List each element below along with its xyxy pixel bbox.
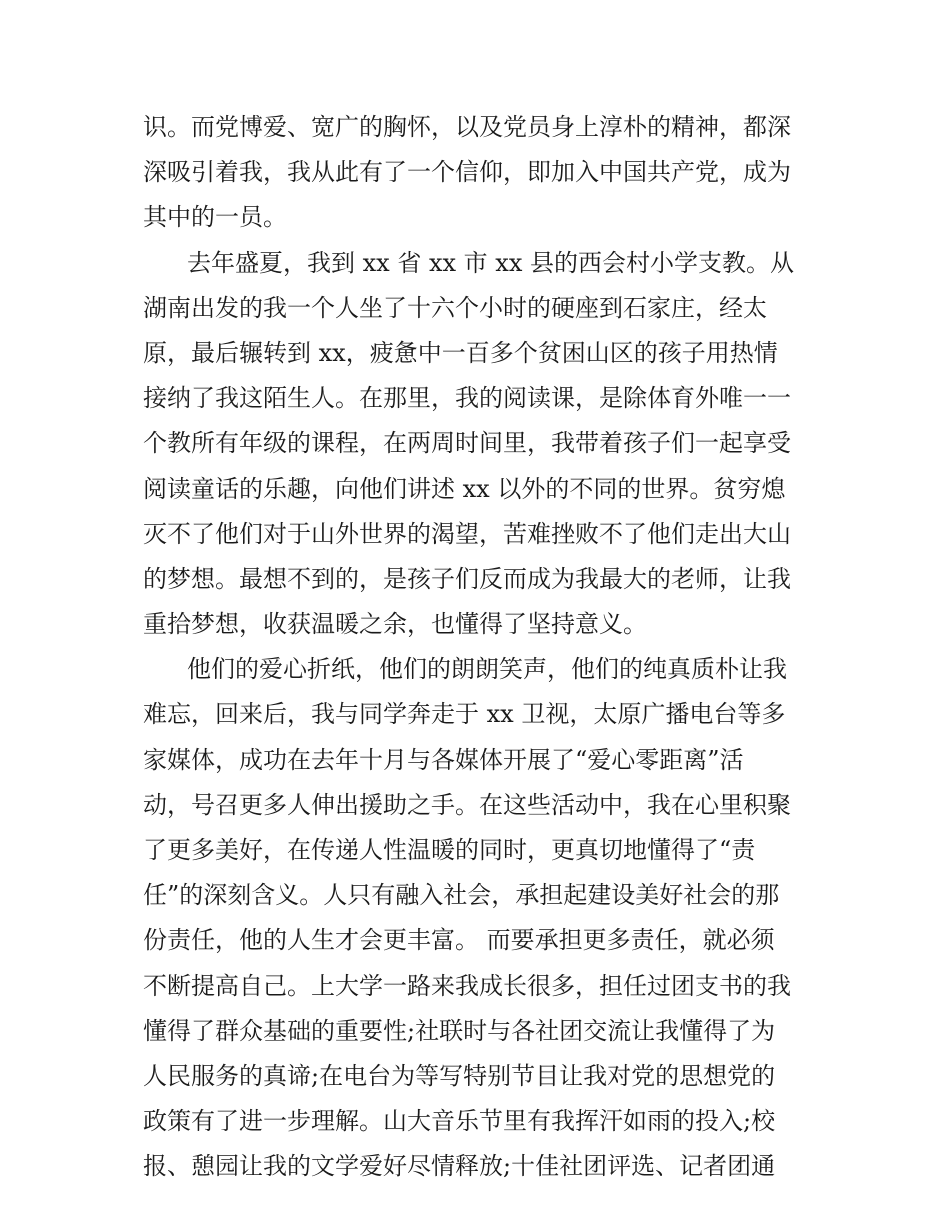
text-line: 其中的一员。 — [143, 203, 287, 232]
paragraph-first-line: 他们的爱心折纸，他们的朗朗笑声，他们的纯真质朴让我 — [187, 655, 787, 684]
paragraph-first-line: 去年盛夏，我到 xx 省 xx 市 xx 县的西会村小学支教。从 — [187, 248, 794, 277]
text-line: 不断提高自己。上大学一路来我成长很多，担任过团支书的我 — [143, 971, 791, 1000]
text-line: 阅读童话的乐趣，向他们讲述 xx 以外的不同的世界。贫穷熄 — [143, 474, 786, 503]
text-line: 深吸引着我，我从此有了一个信仰，即加入中国共产党，成为 — [143, 158, 791, 187]
text-line: 重拾梦想，收获温暖之余，也懂得了坚持意义。 — [143, 610, 647, 639]
text-line: 个教所有年级的课程，在两周时间里，我带着孩子们一起享受 — [143, 429, 791, 458]
text-line: 识。而党博爱、宽广的胸怀，以及党员身上淳朴的精神，都深 — [143, 113, 791, 141]
text-line: 湖南出发的我一个人坐了十六个小时的硬座到石家庄，经太 — [143, 293, 767, 322]
text-line: 任”的深刻含义。人只有融入社会，承担起建设美好社会的那 — [143, 881, 780, 910]
text-line: 份责任，他的人生才会更丰富。 而要承担更多责任，就必须 — [143, 926, 775, 955]
text-line: 报、憩园让我的文学爱好尽情释放;十佳社团评选、记者团通 — [143, 1152, 776, 1181]
text-line: 动，号召更多人伸出援助之手。在这些活动中，我在心里积聚 — [143, 790, 791, 819]
text-line: 接纳了我这陌生人。在那里，我的阅读课，是除体育外唯一一 — [143, 384, 791, 413]
text-line: 原，最后辗转到 xx，疲惫中一百多个贫困山区的孩子用热情 — [143, 338, 778, 367]
text-line: 人民服务的真谛;在电台为等写特别节目让我对党的思想党的 — [143, 1061, 776, 1090]
text-line: 政策有了进一步理解。山大音乐节里有我挥汗如雨的投入;校 — [143, 1107, 776, 1136]
text-line: 懂得了群众基础的重要性;社联时与各社团交流让我懂得了为 — [143, 1016, 776, 1045]
text-line: 家媒体，成功在去年十月与各媒体开展了“爱心零距离”活 — [143, 745, 744, 774]
text-line: 难忘，回来后，我与同学奔走于 xx 卫视，太原广播电台等多 — [143, 700, 786, 729]
text-line: 灭不了他们对于山外世界的渴望，苦难挫败不了他们走出大山 — [143, 519, 791, 548]
text-line: 的梦想。最想不到的，是孩子们反而成为我最大的老师，让我 — [143, 564, 791, 593]
text-line: 了更多美好，在传递人性温暖的同时，更真切地懂得了“责 — [143, 836, 756, 864]
document-body — [143, 105, 815, 1190]
